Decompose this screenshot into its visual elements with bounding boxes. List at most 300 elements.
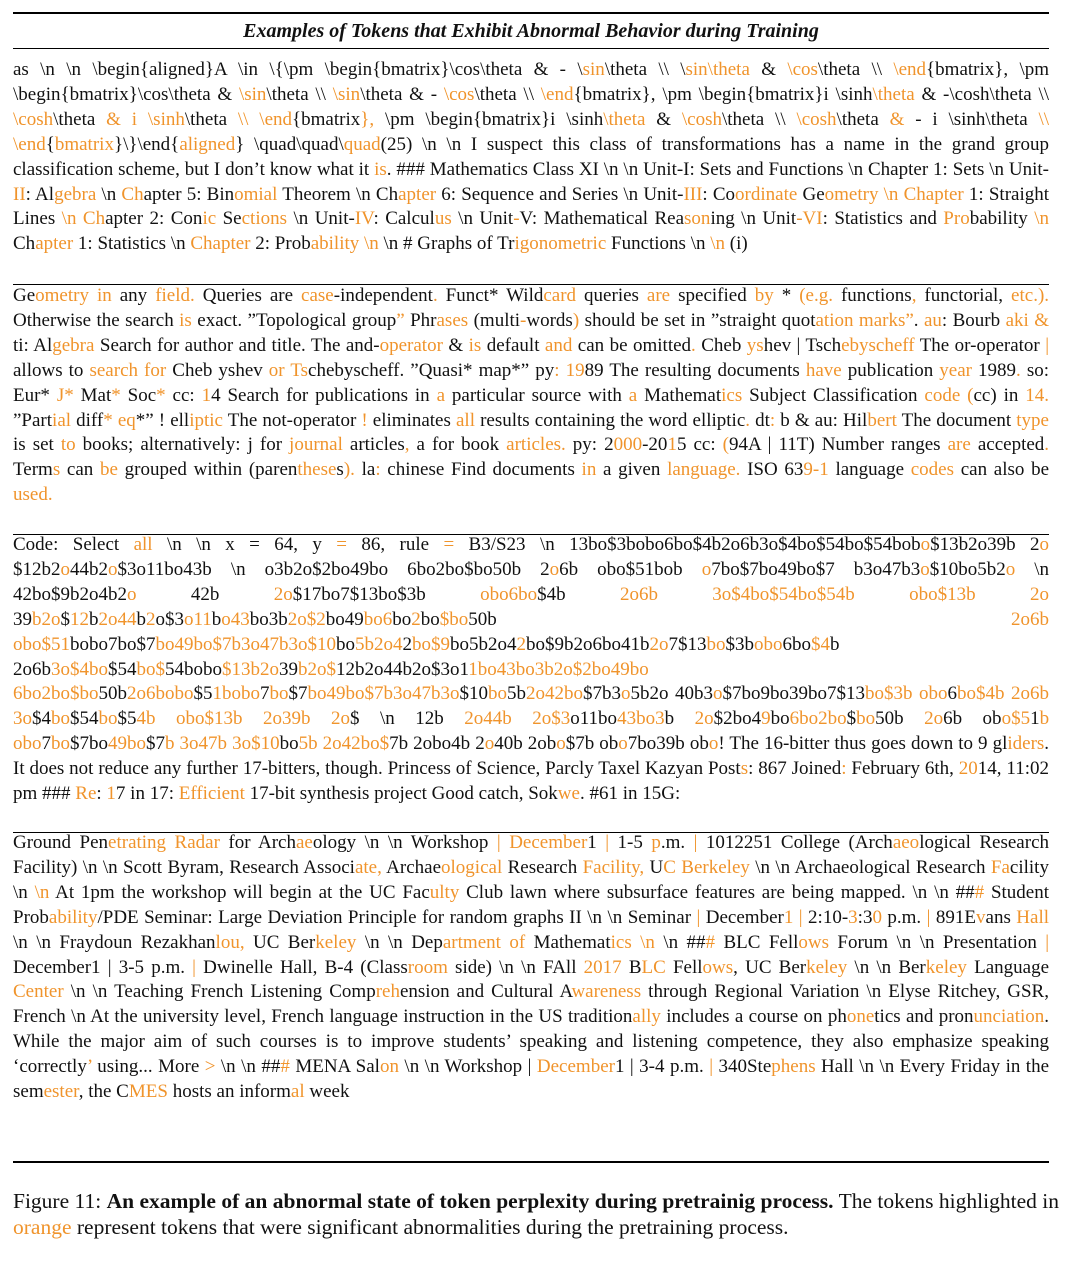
plain-token: Dwinelle Hall, B-4 (Class <box>195 956 408 978</box>
highlighted-token: 1bo43bo3b2o$2bo49bo 6bo2bo$bo <box>13 658 649 705</box>
highlighted-token: ally <box>632 1006 661 1028</box>
highlighted-token: - <box>513 208 520 230</box>
plain-token: 12b2o44b2o$3o1 <box>336 658 469 680</box>
highlighted-token: | <box>1045 931 1049 953</box>
plain-token: 4 Search for publications in <box>211 384 437 406</box>
highlighted-token: \end <box>540 83 574 105</box>
plain-token: . ### Mathematics Class XI \n \n Unit-I: Sets and Functions \n Chapter 1: Sets \n Unit- <box>386 158 1049 180</box>
highlighted-token: s <box>740 758 749 780</box>
highlighted-token: o <box>920 534 931 555</box>
plain-token: {bmatrix}, \pm \begin{bmatrix}\cos\theta & <box>13 59 1049 105</box>
plain-token: Cheb <box>695 334 747 356</box>
plain-token: & <box>749 59 788 80</box>
plain-token: default <box>481 334 545 356</box>
plain-token: \n \n Teaching French Listening Comp <box>63 981 376 1003</box>
plain-token: o$3 <box>155 608 184 630</box>
highlighted-token: ometry in <box>35 285 112 306</box>
plain-token: Ge <box>13 285 36 306</box>
highlighted-token: : <box>841 758 847 780</box>
highlighted-token: . <box>691 334 696 356</box>
highlighted-token: \n <box>1034 208 1049 230</box>
plain-token: 1-5 <box>609 832 652 853</box>
plain-token: 1012251 College (Arch <box>697 832 893 853</box>
highlighted-token: wareness <box>571 981 642 1003</box>
plain-token: December <box>700 906 784 928</box>
highlighted-token: 0 <box>872 906 882 928</box>
highlighted-token: apter <box>35 233 74 255</box>
highlighted-token: bo <box>98 708 118 730</box>
plain-token: bo <box>279 733 299 755</box>
highlighted-token: au <box>923 309 942 331</box>
highlighted-token: : <box>554 359 560 381</box>
plain-token: language <box>828 459 911 481</box>
plain-token: Cheb yshev <box>166 359 269 381</box>
highlighted-token: Pro <box>943 208 970 230</box>
plain-token: tics and pron <box>874 1006 974 1028</box>
highlighted-token: $bo <box>439 608 469 630</box>
plain-token: eliminates <box>367 409 456 431</box>
highlighted-token: us <box>434 208 452 230</box>
plain-token: chinese Find documents <box>380 459 582 481</box>
highlighted-token: $4 <box>811 633 830 655</box>
highlighted-token: we <box>557 783 580 805</box>
plain-token: U <box>644 856 664 878</box>
plain-token: 40b 2ob <box>494 733 557 755</box>
plain-token: \theta <box>184 108 238 130</box>
highlighted-token: \theta <box>872 83 915 105</box>
highlighted-token: \sinh <box>147 108 185 130</box>
plain-token: cc: <box>165 384 202 406</box>
highlighted-token: # <box>974 881 985 903</box>
plain-token: b 2o6b <box>13 633 840 680</box>
plain-token: Otherwise the search <box>13 309 180 331</box>
plain-token: ension and Cultural A <box>399 981 572 1003</box>
plain-token: \pm \begin{bmatrix}i \sinh <box>374 108 604 130</box>
highlighted-token: bo <box>51 733 70 755</box>
highlighted-token: al <box>290 1081 305 1103</box>
plain-token: $5 <box>117 708 137 730</box>
highlighted-token: Chapter <box>190 233 251 255</box>
highlighted-token: 49bo <box>108 733 146 755</box>
highlighted-token: 2o <box>694 708 714 730</box>
plain-token: queries <box>576 285 647 306</box>
plain-token: is set <box>13 434 61 456</box>
plain-token: bability <box>969 208 1035 230</box>
plain-token: . <box>913 309 924 331</box>
highlighted-token: obo <box>13 733 42 755</box>
highlighted-token: these <box>297 459 337 481</box>
plain-token: 2: Prob <box>250 233 311 255</box>
plain-token: $2bo4 <box>713 708 762 730</box>
plain-token: 5b <box>507 683 526 705</box>
plain-token: 340Ste <box>713 1056 772 1078</box>
highlighted-token: 3o <box>13 708 32 730</box>
plain-token: Archae <box>381 856 442 878</box>
highlighted-token: . <box>432 285 438 306</box>
highlighted-token: | <box>798 906 803 928</box>
caption-text-after: represent tokens that were significant abnormalities during the pretraining process. <box>76 1215 789 1239</box>
plain-token: diff <box>71 409 104 431</box>
highlighted-token: 2o <box>273 583 293 605</box>
plain-token: 7bo39b ob <box>627 733 709 755</box>
highlighted-token: MES <box>128 1081 168 1103</box>
plain-token: $7bo <box>70 733 108 755</box>
highlighted-token: 19 <box>565 359 585 381</box>
plain-token: 44b2 <box>70 558 108 580</box>
plain-token: Mathemat <box>637 384 722 406</box>
highlighted-token: o <box>1039 534 1049 555</box>
highlighted-token: b <box>1039 708 1049 730</box>
highlighted-token: 2o42bo <box>526 683 583 705</box>
highlighted-token: have <box>805 359 842 381</box>
plain-token: V: Mathematical Rea <box>519 208 685 230</box>
plain-token: 2 <box>402 633 412 655</box>
plain-token: 50b <box>468 608 1011 630</box>
plain-token: grouped within (paren <box>117 459 298 481</box>
highlighted-token: aligned <box>179 133 236 155</box>
highlighted-token: obo <box>754 633 783 655</box>
plain-token: Ground Pen <box>13 832 109 853</box>
plain-token: Ch <box>13 233 36 255</box>
highlighted-token: quad <box>343 133 381 155</box>
highlighted-token: bo <box>706 633 726 655</box>
plain-token <box>156 708 177 729</box>
plain-token: 6: Sequence and Series \n Unit- <box>436 183 684 205</box>
highlighted-token: 2o <box>649 633 669 655</box>
highlighted-token: December <box>536 1056 615 1078</box>
plain-token: Research <box>502 856 583 878</box>
highlighted-token: o <box>108 558 118 580</box>
plain-token: B3/S23 \n 13bo$3bobo6bo$4b2o6b3o$4bo$54bo$54bob <box>454 534 921 555</box>
plain-token: as \n \n \begin{aligned}A \in \{\pm \begin{bmatrix}\cos\theta & - \ <box>13 59 583 80</box>
highlighted-token: ). <box>343 459 355 481</box>
plain-token: : Statistics and <box>822 208 944 230</box>
plain-token: bo$9b2o6bo41b <box>526 633 650 655</box>
highlighted-token: \sin <box>332 83 361 105</box>
plain-token: 54bobo <box>165 658 222 680</box>
plain-token: $7bo9bo39bo7$13 <box>722 683 865 705</box>
highlighted-token: 6bo2bo <box>789 708 847 730</box>
highlighted-token: 3 <box>848 906 858 928</box>
plain-token: \n \n ## <box>215 1056 281 1078</box>
plain-token: bo <box>420 608 440 630</box>
highlighted-token: ometry <box>824 183 879 205</box>
plain-token: allows to <box>13 359 90 381</box>
highlighted-token: bert <box>867 409 897 431</box>
highlighted-token: bmatrix <box>54 133 114 155</box>
highlighted-token: | <box>696 906 701 928</box>
highlighted-token: | <box>926 906 931 928</box>
sample-4 <box>13 831 1049 1155</box>
highlighted-token: o <box>1005 558 1016 580</box>
plain-token: 1 | 3-4 p.m. <box>614 1056 710 1078</box>
highlighted-token: case <box>301 285 334 306</box>
highlighted-token: 2o6b obo$51 <box>13 608 1049 655</box>
plain-token: Forum \n \n Presentation <box>829 931 1046 953</box>
highlighted-token: ester <box>43 1081 79 1103</box>
highlighted-token: all <box>455 409 475 431</box>
plain-token: \n \n Dep <box>356 931 443 953</box>
table-title: Examples of Tokens that Exhibit Abnormal Behavior during Training <box>243 20 819 42</box>
plain-token <box>137 109 148 130</box>
plain-token: week <box>304 1081 350 1103</box>
highlighted-token: obo$13b <box>909 583 976 605</box>
highlighted-token: * <box>156 384 166 406</box>
highlighted-token: ological <box>441 856 503 878</box>
highlighted-token: * eq <box>103 409 136 431</box>
highlighted-token: unciation <box>973 1006 1045 1028</box>
plain-token: hev | Tsch <box>763 334 842 356</box>
highlighted-token: 2o44 <box>98 608 137 630</box>
plain-token: bo <box>392 608 412 630</box>
highlighted-token: ctions <box>241 208 288 230</box>
highlighted-token: aeo <box>892 832 920 853</box>
plain-token: 1 <box>1030 708 1040 730</box>
plain-token: bobo7bo$7 <box>70 633 156 655</box>
plain-token: December1 | 3-5 p.m. <box>13 956 193 978</box>
highlighted-token: \n Chapter <box>883 183 964 205</box>
plain-token: (i) <box>725 233 748 255</box>
plain-token: $7b3 <box>583 683 621 705</box>
plain-token: 86, rule <box>347 534 444 555</box>
highlighted-token: > <box>204 1056 216 1078</box>
plain-token: p.m. <box>881 906 927 928</box>
highlighted-token: | <box>693 832 698 853</box>
plain-token: 1 <box>587 832 606 853</box>
highlighted-token: \cos <box>443 83 475 105</box>
highlighted-token: etc.). <box>1011 285 1049 306</box>
plain-token: py: 2 <box>565 434 614 456</box>
highlighted-token: 000 <box>613 434 643 456</box>
highlighted-token: : <box>375 459 381 481</box>
highlighted-token: in <box>581 459 597 481</box>
plain-token <box>976 584 1030 605</box>
plain-token: b & au: Hil <box>775 409 868 431</box>
plain-token: * <box>773 285 800 306</box>
plain-token: 891E <box>930 906 977 928</box>
highlighted-token: o11 <box>184 608 212 630</box>
highlighted-token: bo$ <box>136 658 165 680</box>
title-rule <box>13 48 1049 49</box>
plain-token: BLC Fell <box>715 931 799 953</box>
plain-token: 2:10- <box>802 906 849 928</box>
plain-token: bo <box>336 633 355 655</box>
plain-token: articles <box>342 434 405 456</box>
highlighted-token: iders <box>1007 733 1045 755</box>
highlighted-token: 2o39b <box>263 708 311 730</box>
plain-token: \n Unit- <box>287 208 355 230</box>
plain-token: \theta \\ <box>474 83 541 105</box>
plain-token: $54 <box>108 658 137 680</box>
plain-token: MENA Sal <box>289 1056 380 1078</box>
highlighted-token: type <box>1016 409 1049 431</box>
plain-token: a given <box>596 459 668 481</box>
highlighted-token: apter <box>398 183 437 205</box>
highlighted-token: Ch <box>121 183 144 205</box>
sample-1 <box>13 58 1049 282</box>
highlighted-token: \cos <box>787 59 818 80</box>
highlighted-token: v <box>976 906 986 928</box>
plain-token: functorial, <box>916 285 1012 306</box>
plain-token: Club lawn where subsurface features are being mapped. \n \n ## <box>459 881 975 903</box>
plain-token: {bmatrix <box>292 108 361 130</box>
highlighted-token: Fa <box>990 856 1010 878</box>
highlighted-token: J* <box>56 384 74 406</box>
plain-token: b <box>211 608 222 630</box>
highlighted-token: 2017 <box>583 956 622 978</box>
plain-token <box>311 708 332 729</box>
plain-token: Queries are <box>194 285 302 306</box>
plain-token: cc) in <box>973 384 1026 406</box>
highlighted-token: # <box>705 931 716 953</box>
plain-token: publication <box>841 359 940 381</box>
plain-token: \n <box>96 183 122 205</box>
plain-token: o11bo <box>570 708 618 730</box>
plain-token: 6b obo$51bob <box>559 558 702 580</box>
top-rule <box>13 12 1049 14</box>
highlighted-token: o <box>484 733 495 755</box>
plain-token: 39 <box>279 658 298 680</box>
plain-token: Phr <box>404 309 437 331</box>
plain-token: \n Unit <box>451 208 514 230</box>
highlighted-token: # <box>280 1056 290 1078</box>
plain-token: 17-bit synthesis project Good catch, Sok <box>244 783 558 805</box>
caption-text-before: The tokens highlighted in <box>838 1189 1059 1213</box>
plain-token: 1989 <box>971 359 1017 381</box>
plain-token: b <box>664 708 695 730</box>
plain-token: exact. ”Topological group <box>191 309 397 331</box>
highlighted-token: 2o$2 <box>287 608 326 630</box>
highlighted-token: Center <box>13 981 64 1003</box>
highlighted-token: 5b2o4 <box>355 633 403 655</box>
highlighted-token: phens <box>771 1056 816 1078</box>
highlighted-token: a <box>436 384 446 406</box>
highlighted-token: 1 <box>201 384 212 406</box>
highlighted-token: ation marks” <box>815 309 914 331</box>
plain-token: { <box>45 133 55 155</box>
plain-token: $13b2o39b 2 <box>930 534 1040 555</box>
plain-token: 7b 2obo4b 2 <box>389 733 485 755</box>
highlighted-token: card <box>543 285 577 306</box>
highlighted-token: 2o6bobo <box>127 683 194 705</box>
highlighted-token: code <box>924 384 961 406</box>
plain-token: -independent <box>333 285 433 306</box>
plain-token: can also be <box>954 459 1049 481</box>
highlighted-token: bo$4b <box>957 683 1005 705</box>
plain-token: .m. <box>660 832 694 853</box>
plain-token: *” ! ell <box>135 409 190 431</box>
highlighted-token: 12 <box>70 608 89 630</box>
highlighted-token: o <box>60 558 70 580</box>
caption-bold-text: An example of an abnormal state of token perplexity during pretrainig process. <box>106 1189 834 1213</box>
highlighted-token: ability <box>48 906 98 928</box>
plain-token <box>855 584 909 605</box>
plain-token: $5 <box>193 683 213 705</box>
highlighted-token: by <box>754 285 774 306</box>
plain-token: : Al <box>25 183 55 205</box>
highlighted-token: bo <box>51 708 70 730</box>
plain-token: 7 in 17: <box>115 783 179 805</box>
highlighted-token: | <box>192 956 196 978</box>
highlighted-token: o <box>127 583 137 605</box>
plain-token: 94A | 11T) Number ranges <box>728 434 948 456</box>
plain-token: 89 The resulting documents <box>584 359 806 381</box>
highlighted-token: ’ <box>86 1056 92 1078</box>
highlighted-token: sin\theta <box>685 59 750 80</box>
figure-caption <box>13 1188 1059 1240</box>
highlighted-token: artment of <box>442 931 526 953</box>
plain-token: $10bo5b2 <box>929 558 1006 580</box>
highlighted-token: is <box>374 158 387 180</box>
plain-token: \n ## <box>654 931 706 953</box>
highlighted-token: iptic <box>189 409 223 431</box>
plain-token: At 1pm the workshop will begin at the UC Fac <box>49 881 430 903</box>
highlighted-token: bo <box>488 683 507 705</box>
plain-token: {bmatrix}, \pm \begin{bmatrix}i \sinh <box>573 83 873 105</box>
caption-highlight-word: orange <box>13 1215 72 1239</box>
plain-token: 14, 11:02 pm ### <box>13 758 1049 805</box>
highlighted-token: \cosh <box>13 108 54 130</box>
highlighted-token: II <box>13 183 26 205</box>
plain-token: 7 <box>260 683 270 705</box>
highlighted-token: ases <box>436 309 469 331</box>
highlighted-token: bo$3b <box>865 683 913 705</box>
highlighted-token: = <box>336 534 347 555</box>
plain-token: bo5b2o4 <box>450 633 517 655</box>
highlighted-token: & <box>889 108 905 130</box>
highlighted-token: 14. <box>1025 384 1049 406</box>
sample-2 <box>13 284 1049 532</box>
highlighted-token: : <box>769 409 776 431</box>
plain-token: includes a course on ph <box>660 1006 847 1028</box>
highlighted-token: $13b2o <box>222 658 279 680</box>
plain-token: can be omitted <box>572 334 692 356</box>
highlighted-token: ( <box>967 384 974 406</box>
plain-token: \theta \\ <box>722 108 797 130</box>
highlighted-token: reh <box>375 981 400 1003</box>
highlighted-token: Re <box>75 783 97 805</box>
highlighted-token: obo6bo <box>480 583 538 605</box>
highlighted-token: all <box>133 534 153 555</box>
plain-token: using... More <box>91 1056 205 1078</box>
plain-token: hosts an inform <box>167 1081 291 1103</box>
highlighted-token: 1bobo <box>212 683 260 705</box>
highlighted-token: * <box>111 384 121 406</box>
plain-token: Term <box>13 459 53 481</box>
plain-token: \theta \\ <box>266 83 333 105</box>
plain-token: & <box>645 108 682 130</box>
highlighted-token: o$5 <box>1001 708 1031 730</box>
plain-token: The or-operator <box>914 334 1046 356</box>
plain-token: apter 2: Con <box>105 208 203 230</box>
highlighted-token: o <box>549 558 560 580</box>
highlighted-token: \end <box>893 59 927 80</box>
plain-token: :3 <box>857 906 873 928</box>
highlighted-token: gebra <box>52 334 95 356</box>
highlighted-token: . <box>1044 434 1049 456</box>
highlighted-token: are <box>646 285 671 306</box>
highlighted-token: ) <box>572 309 580 331</box>
plain-token: \theta \\ <box>817 59 894 80</box>
plain-token: \n \n Workshop | <box>398 1056 537 1078</box>
highlighted-token: | <box>605 832 610 853</box>
plain-token: words <box>526 309 573 331</box>
plain-token: Student Prob <box>13 881 1049 928</box>
highlighted-token: III <box>683 183 703 205</box>
plain-token: so: Eur* <box>13 359 1049 406</box>
highlighted-token: bo6 <box>363 608 393 630</box>
highlighted-token: o <box>708 733 719 755</box>
